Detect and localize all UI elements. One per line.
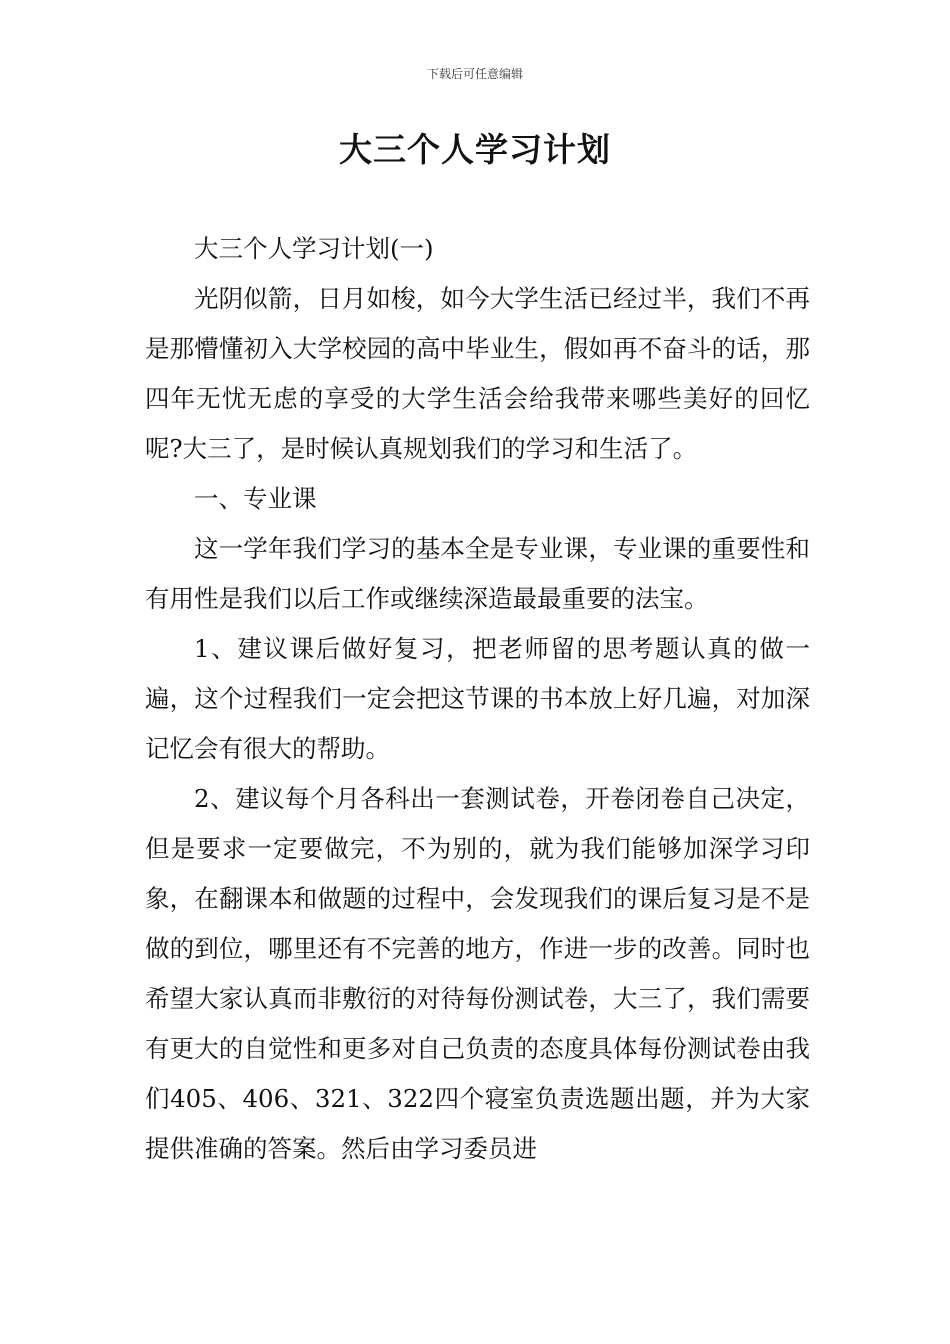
section-heading-plan-one: 大三个人学习计划(一) [194,234,434,263]
paragraph-intro: 光阴似箭，日月如梭，如今大学生活已经过半，我们不再是那懵懂初入大学校园的高中毕业生，假如再不奋斗的话，那四年无忧无虑的享受的大学生活会给我带来哪些美好的回忆呢?大三了，是时候认真规划我们的学习和生活了。 [145,284,810,463]
page-header-note: 下载后可任意编辑 [426,67,523,81]
paragraph-major-courses: 这一学年我们学习的基本全是专业课，专业课的重要性和有用性是我们以后工作或继续深造最最重要的法宝。 [145,534,810,613]
paragraph-item-2: 2、建议每个月各科出一套测试卷，开卷闭卷自己决定，但是要求一定要做完，不为别的，就为我们能够加深学习印象，在翻课本和做题的过程中，会发现我们的课后复习是不是做的到位，哪里还有不完善的地方，作进一步的改善。同时也希望大家认真而非敷衍的对待每份测试卷，大三了，我们需要有更大的自觉性和更多对自己负责的态度具体每份测试卷由我们405、406、321、322四个寝室负责选题出题，并为大家提供准确的答案。然后由学习委员进 [145,784,810,1163]
document-title: 大三个人学习计划 [339,130,611,169]
document-body [145,224,810,1174]
section-heading-major-courses: 一、专业课 [194,484,317,513]
paragraph-item-1: 1、建议课后做好复习，把老师留的思考题认真的做一遍，这个过程我们一定会把这节课的书本放上好几遍，对加深记忆会有很大的帮助。 [145,634,810,763]
